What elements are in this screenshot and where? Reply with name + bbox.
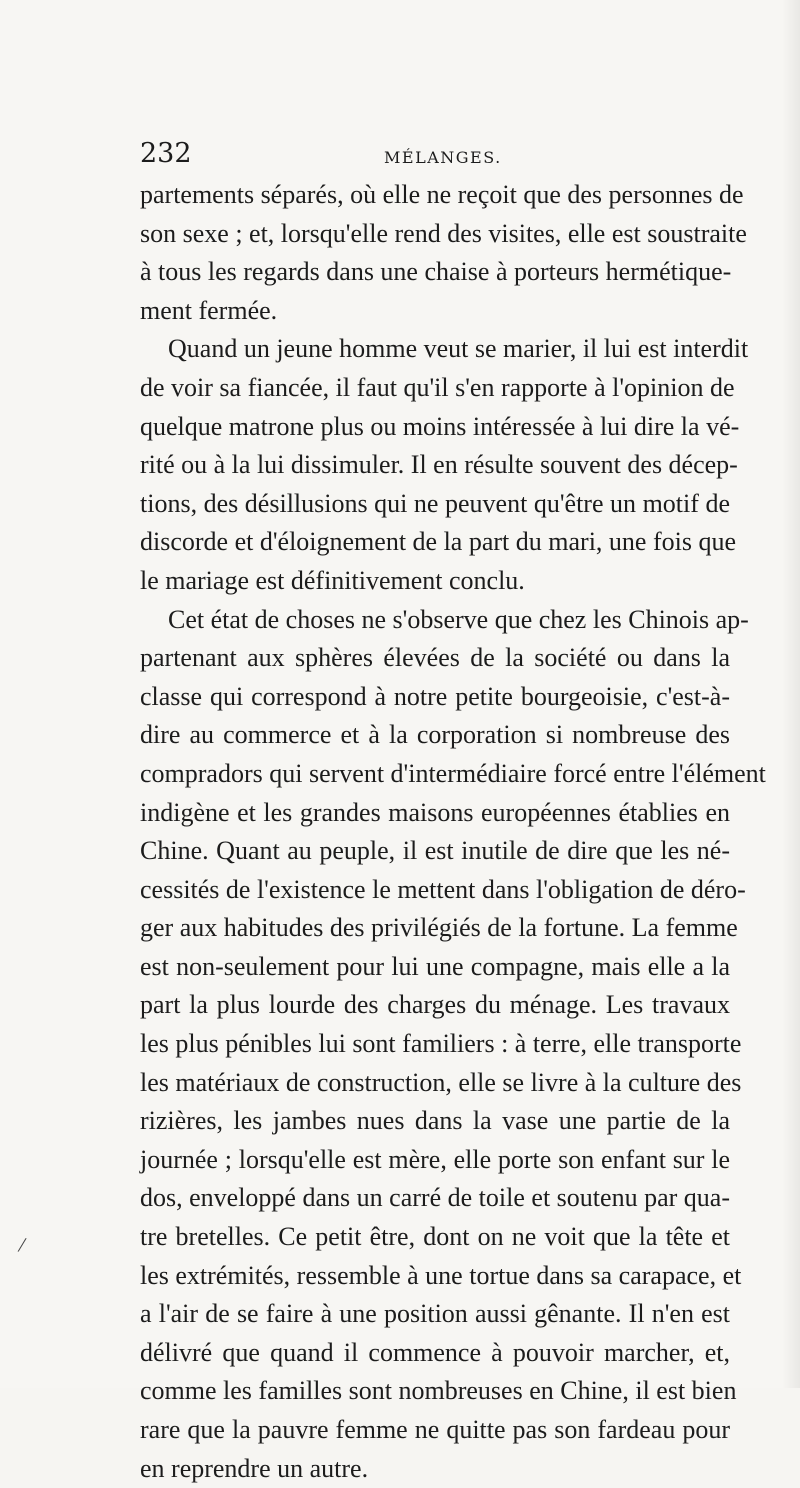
text-line: à tous les regards dans une chaise à porteurs hermétique- — [140, 257, 732, 287]
text-line: discorde et d'éloignement de la part du mari, une fois que — [140, 527, 736, 557]
page-edge-shadow — [782, 0, 800, 1388]
paragraph-start-line: Cet état de choses ne s'observe que chez les Chinois ap- — [168, 604, 749, 634]
text-line: journée ; lorsqu'elle est mère, elle porte son enfant sur le — [140, 1144, 730, 1174]
text-line: indigène et les grandes maisons européennes établies en — [140, 797, 730, 827]
stray-ink-mark: / — [16, 1231, 28, 1258]
text-line: les extrémités, ressemble à une tortue dans sa carapace, et — [140, 1260, 742, 1290]
body-text — [140, 176, 766, 1488]
text-line: compradors qui servent d'intermédiaire forcé entre l'élément — [140, 758, 766, 788]
text-line: part la plus lourde des charges du ménage. Les travaux — [140, 990, 730, 1020]
paragraph-start-line: Quand un jeune homme veut se marier, il lui est interdit — [168, 334, 749, 364]
text-line: classe qui correspond à notre petite bourgeoisie, c'est-à- — [140, 681, 730, 711]
text-line: rizières, les jambes nues dans la vase une partie de la — [140, 1106, 730, 1136]
text-line: les matériaux de construction, elle se livre à la culture des — [140, 1067, 742, 1097]
text-line: en reprendre un autre. — [140, 1453, 369, 1483]
text-line: rare que la pauvre femme ne quitte pas son fardeau pour — [140, 1415, 730, 1444]
text-line: dos, enveloppé dans un carré de toile et soutenu par qua- — [140, 1183, 730, 1213]
text-line: Chine. Quant au peuple, il est inutile de dire que les né- — [140, 836, 730, 866]
text-line: de voir sa fiancée, il faut qu'il s'en rapporte à l'opinion de — [140, 372, 735, 402]
text-line: tre bretelles. Ce petit être, dont on ne voit que la tête et — [140, 1222, 730, 1252]
text-line: tions, des désillusions qui ne peuvent qu'être un motif de — [140, 488, 730, 518]
text-line: délivré que quand il commence à pouvoir marcher, et, — [140, 1337, 730, 1367]
text-line: comme les familles sont nombreuses en Chine, il est bien — [140, 1376, 737, 1406]
text-line: son sexe ; et, lorsqu'elle rend des visites, elle est soustraite — [140, 218, 747, 248]
running-head: MÉLANGES. — [384, 148, 502, 167]
text-line: a l'air de se faire à une position aussi gênante. Il n'en est — [140, 1299, 730, 1329]
text-line: ment fermée. — [140, 295, 278, 325]
page-header — [140, 138, 730, 178]
text-line: ger aux habitudes des privilégiés de la fortune. La femme — [140, 913, 738, 943]
text-line: partements séparés, où elle ne reçoit que des personnes de — [140, 180, 744, 209]
text-line: est non-seulement pour lui une compagne, mais elle a la — [140, 951, 730, 981]
text-line: les plus pénibles lui sont familiers : à terre, elle transporte — [140, 1029, 742, 1059]
text-line: le mariage est définitivement conclu. — [140, 565, 525, 595]
text-line: dire au commerce et à la corporation si nombreuse des — [140, 720, 730, 750]
text-line: partenant aux sphères élevées de la société ou dans la — [140, 643, 730, 673]
text-line: rité ou à la lui dissimuler. Il en résulte souvent des décep- — [140, 450, 738, 480]
text-line: cessités de l'existence le mettent dans l'obligation de déro- — [140, 874, 746, 904]
page-number: 232 — [140, 138, 192, 169]
text-line: quelque matrone plus ou moins intéressée à lui dire la vé- — [140, 411, 740, 441]
